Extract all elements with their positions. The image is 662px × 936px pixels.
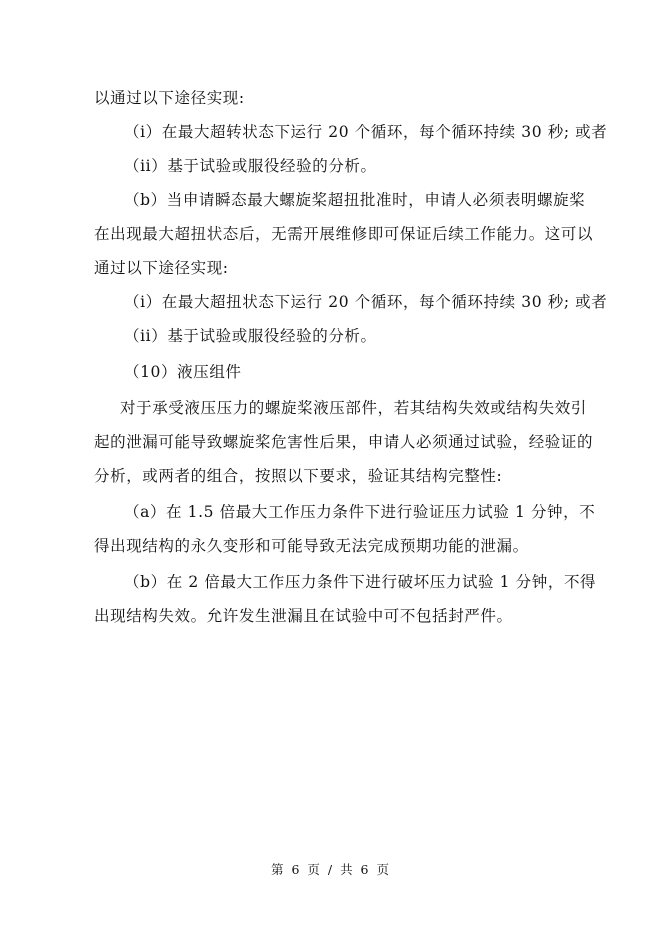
body-line-5: 在出现最大超扭状态后，无需开展维修即可保证后续工作能力。这可以 [94,225,594,243]
body-line-10: 对于承受液压压力的螺旋桨液压部件，若其结构失效或结构失效引 [120,399,587,417]
body-line-11: 起的泄漏可能导致螺旋桨危害性后果，申请人必须通过试验，经验证的 [94,433,594,451]
body-line-12: 分析，或两者的组合，按照以下要求，验证其结构完整性: [94,467,503,485]
body-line-8: （ii）基于试验或服役经验的分析。 [124,327,377,345]
body-line-2: （i）在最大超转状态下运行 20 个循环，每个循环持续 30 秒; 或者 [124,123,608,141]
body-line-3: （ii）基于试验或服役经验的分析。 [124,157,377,175]
body-line-14: 得出现结构的永久变形和可能导致无法完成预期功能的泄漏。 [94,537,529,555]
body-line-1: 以通过以下途径实现: [94,89,245,107]
body-line-6: 通过以下途径实现: [94,259,229,277]
body-line-15: （b）在 2 倍最大工作压力条件下进行破坏压力试验 1 分钟，不得 [124,573,597,591]
body-line-16: 出现结构失效。允许发生泄漏且在试验中可不包括封严件。 [94,607,513,625]
body-line-13: （a）在 1.5 倍最大工作压力条件下进行验证压力试验 1 分钟，不 [124,503,596,521]
body-line-4: （b）当申请瞬态最大螺旋桨超扭批准时，申请人必须表明螺旋桨 [124,191,586,209]
section-heading: （10）液压组件 [124,363,242,381]
body-line-7: （i）在最大超扭状态下运行 20 个循环，每个循环持续 30 秒; 或者 [124,293,608,311]
page-footer: 第 6 页 / 共 6 页 [271,862,391,877]
